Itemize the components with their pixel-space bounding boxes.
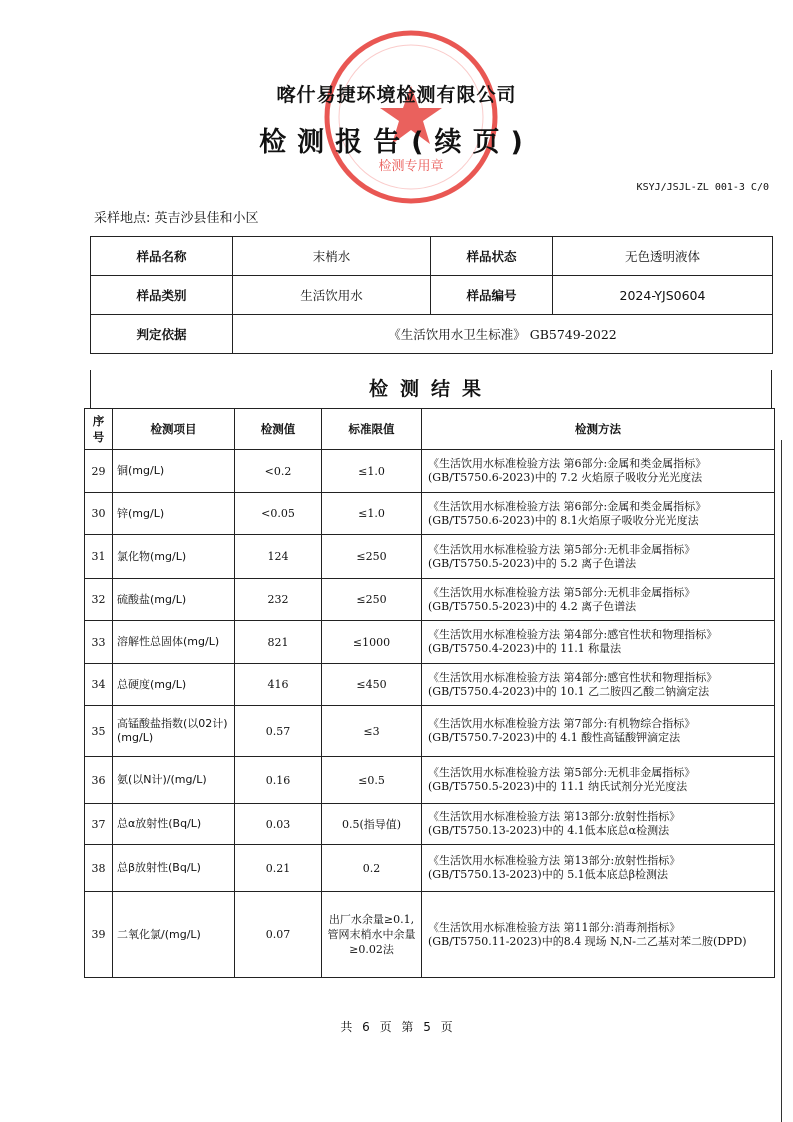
test-item: 高锰酸盐指数(以02计) (mg/L) bbox=[113, 706, 235, 757]
row-number: 33 bbox=[85, 621, 113, 664]
test-value: 821 bbox=[235, 621, 322, 664]
test-value: 0.07 bbox=[235, 892, 322, 978]
test-method bbox=[422, 664, 775, 706]
test-method-line: (GB/T5750.5-2023)中的 5.2 离子色谱法 bbox=[428, 556, 637, 570]
test-item: 总硬度(mg/L) bbox=[113, 664, 235, 706]
table-row bbox=[85, 757, 775, 804]
table-row bbox=[85, 450, 775, 493]
test-method-line: 《生活饮用水标准检验方法 第7部分:有机物综合指标》 bbox=[428, 717, 696, 730]
standard-limit: ≤1.0 bbox=[322, 450, 422, 493]
standard-limit: 0.2 bbox=[322, 845, 422, 892]
test-method bbox=[422, 757, 775, 804]
sample-state-value: 无色透明液体 bbox=[553, 237, 773, 276]
standard-limit: ≤250 bbox=[322, 579, 422, 621]
col-header-limit: 标准限值 bbox=[322, 409, 422, 450]
standard-limit: ≤1000 bbox=[322, 621, 422, 664]
results-body bbox=[85, 450, 775, 978]
row-number: 38 bbox=[85, 845, 113, 892]
col-header-item: 检测项目 bbox=[113, 409, 235, 450]
test-value: 416 bbox=[235, 664, 322, 706]
sample-info-table bbox=[90, 236, 773, 354]
test-value: 124 bbox=[235, 535, 322, 579]
sample-name-label: 样品名称 bbox=[91, 237, 233, 276]
sample-code-label: 样品编号 bbox=[431, 276, 553, 315]
row-number: 37 bbox=[85, 804, 113, 845]
row-number: 36 bbox=[85, 757, 113, 804]
table-row bbox=[85, 493, 775, 535]
company-name: 喀什易捷环境检测有限公司 bbox=[276, 84, 517, 106]
standard-limit: ≤3 bbox=[322, 706, 422, 757]
test-method-line: (GB/T5750.5-2023)中的 4.2 离子色谱法 bbox=[428, 599, 637, 613]
test-method-line: (GB/T5750.13-2023)中的 5.1低本底总β检测法 bbox=[428, 868, 669, 881]
table-row bbox=[85, 579, 775, 621]
test-method bbox=[422, 493, 775, 535]
standard-limit: 出厂水余量≥0.1,管网末梢水中余量≥0.02法 bbox=[322, 892, 422, 978]
test-value: 0.03 bbox=[235, 804, 322, 845]
test-method-line: (GB/T5750.4-2023)中的 11.1 称量法 bbox=[428, 642, 622, 655]
test-method-line: 《生活饮用水标准检验方法 第5部分:无机非金属指标》 bbox=[428, 766, 696, 779]
test-method-line: 《生活饮用水标准检验方法 第6部分:金属和类金属指标》 bbox=[428, 457, 707, 470]
test-method bbox=[422, 892, 775, 978]
row-number: 35 bbox=[85, 706, 113, 757]
standard-limit: ≤450 bbox=[322, 664, 422, 706]
test-item: 氯化物(mg/L) bbox=[113, 535, 235, 579]
row-number: 31 bbox=[85, 535, 113, 579]
results-title: 检测结果 bbox=[90, 370, 772, 408]
test-item: 溶解性总固体(mg/L) bbox=[113, 621, 235, 664]
test-value: 0.16 bbox=[235, 757, 322, 804]
test-method-line: (GB/T5750.6-2023)中的 7.2 火焰原子吸收分光光度法 bbox=[428, 471, 703, 484]
sample-code-value: 2024-YJS0604 bbox=[553, 276, 773, 315]
test-item: 总β放射性(Bq/L) bbox=[113, 845, 235, 892]
test-value: <0.2 bbox=[235, 450, 322, 493]
sample-category-value: 生活饮用水 bbox=[233, 276, 431, 315]
sampling-location bbox=[94, 207, 259, 226]
test-item: 硫酸盐(mg/L) bbox=[113, 579, 235, 621]
test-method-line: 《生活饮用水标准检验方法 第4部分:感官性状和物理指标》 bbox=[428, 670, 718, 684]
results-header-row bbox=[85, 409, 775, 450]
test-value: <0.05 bbox=[235, 493, 322, 535]
test-item: 铜(mg/L) bbox=[113, 450, 235, 493]
test-method-line: 《生活饮用水标准检验方法 第6部分:金属和类金属指标》 bbox=[428, 499, 707, 513]
sample-category-label: 样品类别 bbox=[91, 276, 233, 315]
row-number: 29 bbox=[85, 450, 113, 493]
basis-label: 判定依据 bbox=[91, 315, 233, 354]
sample-state-label: 样品状态 bbox=[431, 237, 553, 276]
row-number: 30 bbox=[85, 493, 113, 535]
test-method bbox=[422, 450, 775, 493]
table-row bbox=[85, 892, 775, 978]
standard-limit: 0.5(指导值) bbox=[322, 804, 422, 845]
sampling-location-label: 采样地点: bbox=[94, 211, 151, 226]
test-method-line: 《生活饮用水标准检验方法 第5部分:无机非金属指标》 bbox=[428, 585, 696, 599]
row-number: 34 bbox=[85, 664, 113, 706]
col-header-value: 检测值 bbox=[235, 409, 322, 450]
row-number: 39 bbox=[85, 892, 113, 978]
sampling-location-value: 英吉沙县佳和小区 bbox=[154, 211, 259, 226]
results-table bbox=[84, 408, 775, 978]
standard-limit: ≤1.0 bbox=[322, 493, 422, 535]
table-row bbox=[85, 535, 775, 579]
test-method bbox=[422, 804, 775, 845]
table-row bbox=[85, 621, 775, 664]
test-method-line: (GB/T5750.6-2023)中的 8.1火焰原子吸收分光光度法 bbox=[428, 513, 699, 527]
test-method-line: (GB/T5750.7-2023)中的 4.1 酸性高锰酸钾滴定法 bbox=[428, 731, 681, 744]
standard-limit: ≤250 bbox=[322, 535, 422, 579]
sample-name-value: 末梢水 bbox=[233, 237, 431, 276]
page-footer: 共 6 页 第 5 页 bbox=[340, 1020, 453, 1034]
test-method-line: 《生活饮用水标准检验方法 第5部分:无机非金属指标》 bbox=[428, 542, 696, 556]
test-method-line: 《生活饮用水标准检验方法 第4部分:感官性状和物理指标》 bbox=[428, 628, 718, 641]
test-method-line: (GB/T5750.11-2023)中的8.4 现场 N,N-二乙基对苯二胺(DPD) bbox=[428, 934, 747, 948]
col-header-no: 序号 bbox=[85, 409, 113, 450]
test-item: 氨(以N计)/(mg/L) bbox=[113, 757, 235, 804]
company-seal bbox=[322, 28, 500, 206]
test-method bbox=[422, 845, 775, 892]
test-method bbox=[422, 579, 775, 621]
test-item: 锌(mg/L) bbox=[113, 493, 235, 535]
test-value: 232 bbox=[235, 579, 322, 621]
test-method bbox=[422, 621, 775, 664]
seal-bottom-text: 检测专用章 bbox=[378, 159, 444, 174]
test-method-line: (GB/T5750.4-2023)中的 10.1 乙二胺四乙酸二钠滴定法 bbox=[428, 684, 710, 698]
standard-limit: ≤0.5 bbox=[322, 757, 422, 804]
table-row bbox=[85, 804, 775, 845]
test-value: 0.57 bbox=[235, 706, 322, 757]
document-number: KSYJ/JSJL-ZL 001-3 C/0 bbox=[636, 182, 769, 193]
test-item: 总α放射性(Bq/L) bbox=[113, 804, 235, 845]
test-value: 0.21 bbox=[235, 845, 322, 892]
test-method-line: 《生活饮用水标准检验方法 第11部分:消毒剂指标》 bbox=[428, 920, 681, 934]
basis-value: 《生活饮用水卫生标准》 GB5749-2022 bbox=[233, 315, 773, 354]
report-title: 检测报告(续页) bbox=[259, 127, 534, 158]
test-method bbox=[422, 706, 775, 757]
col-header-method: 检测方法 bbox=[422, 409, 775, 450]
test-method bbox=[422, 535, 775, 579]
table-row bbox=[85, 664, 775, 706]
test-item: 二氧化氯/(mg/L) bbox=[113, 892, 235, 978]
test-method-line: (GB/T5750.5-2023)中的 11.1 纳氏试剂分光光度法 bbox=[428, 780, 688, 793]
table-row bbox=[85, 845, 775, 892]
test-method-line: 《生活饮用水标准检验方法 第13部分:放射性指标》 bbox=[428, 810, 681, 823]
table-row bbox=[85, 706, 775, 757]
row-number: 32 bbox=[85, 579, 113, 621]
test-method-line: (GB/T5750.13-2023)中的 4.1低本底总α检测法 bbox=[428, 824, 670, 837]
test-method-line: 《生活饮用水标准检验方法 第13部分:放射性指标》 bbox=[428, 854, 681, 867]
